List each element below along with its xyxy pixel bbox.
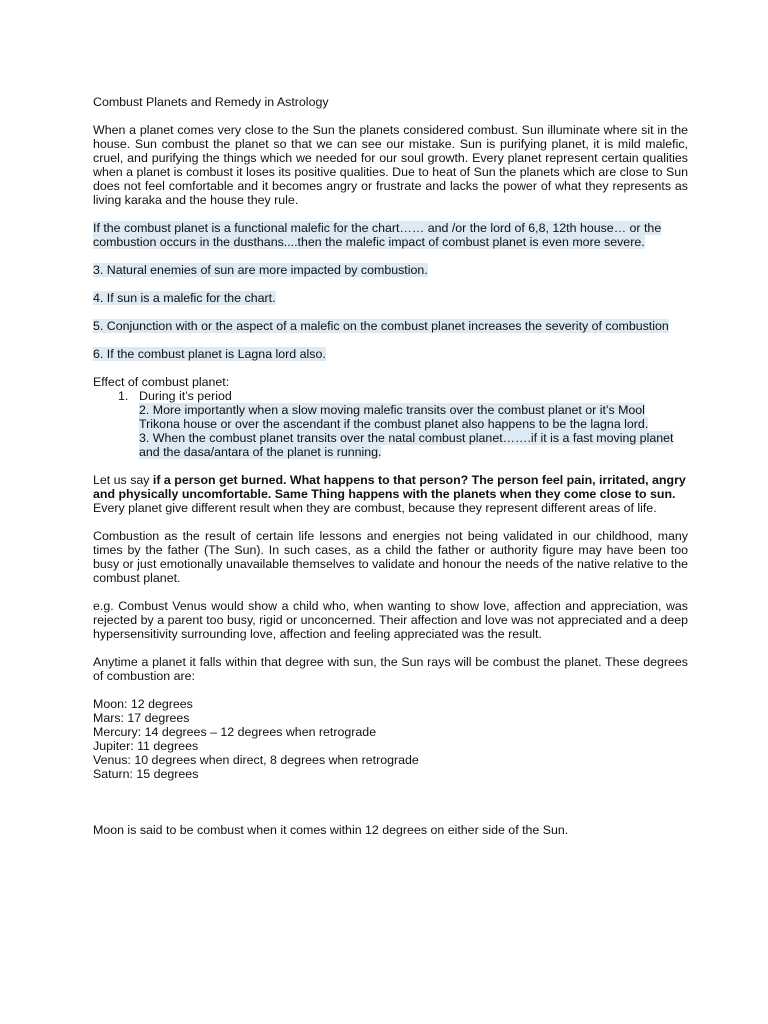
degree-line-saturn: Saturn: 15 degrees bbox=[93, 767, 199, 781]
moon-note-paragraph: Moon is said to be combust when it comes within 12 degrees on either side of the Sun. bbox=[93, 823, 569, 837]
sun-malefic-paragraph bbox=[93, 291, 688, 305]
list-item-continuation bbox=[118, 403, 688, 431]
burned-lead: Let us say bbox=[93, 473, 153, 487]
conjunction-paragraph bbox=[93, 319, 688, 333]
lagna-lord-paragraph bbox=[93, 347, 688, 361]
highlighted-text: 3. When the combust planet transits over the natal combust planet…….if it is a fast moving planet and the dasa/antara of the planet is running. bbox=[139, 431, 674, 459]
list-number: 1. bbox=[118, 389, 129, 403]
intro-paragraph: When a planet comes very close to the Sun the planets considered combust. Sun illuminate where sit in the house. Sun combust the planet so that we can see our mistake. Sun is purifying planet, it is mild malefic, cruel, and purifying the things which we needed for our soul growth. Every planet represent certain qualities when a planet is combust it loses its positive qualities. Due to heat of Sun the planets which are close to Sun does not feel comfortable and it becomes angry or frustrate and lacks the power of what they represents as living karaka and the house they rule. bbox=[93, 123, 688, 207]
list-item bbox=[118, 389, 688, 459]
list-item-text: During it’s period bbox=[139, 389, 232, 403]
highlighted-text: 3. Natural enemies of sun are more impacted by combustion. bbox=[93, 263, 428, 277]
degree-line-jupiter: Jupiter: 11 degrees bbox=[93, 739, 199, 753]
highlighted-text: 6. If the combust planet is Lagna lord also. bbox=[93, 347, 326, 361]
degree-line-mars: Mars: 17 degrees bbox=[93, 711, 190, 725]
natural-enemies-paragraph bbox=[93, 263, 688, 277]
highlighted-text: 2. More importantly when a slow moving malefic transits over the combust planet or it’s Mool Trikona house or over the ascendant if the combust planet also happens to be the lagna lord. bbox=[139, 403, 649, 431]
degrees-intro-paragraph: Anytime a planet it falls within that degree with sun, the Sun rays will be combust the planet. These degrees of combustion are: bbox=[93, 655, 688, 683]
document-title: Combust Planets and Remedy in Astrology bbox=[93, 95, 329, 109]
effects-list bbox=[93, 389, 688, 459]
list-item-continuation bbox=[118, 431, 688, 459]
effects-heading: Effect of combust planet: bbox=[93, 375, 230, 389]
degree-line-mercury: Mercury: 14 degrees – 12 degrees when retrograde bbox=[93, 725, 377, 739]
degrees-list bbox=[93, 697, 688, 781]
highlighted-text: If the combust planet is a functional malefic for the chart…… and /or the lord of 6,8, 12th house… or the combustion occurs in the dusthans....then the malefic impact of combust planet is even more severe. bbox=[93, 221, 662, 249]
degree-line-moon: Moon: 12 degrees bbox=[93, 697, 193, 711]
functional-malefic-paragraph bbox=[93, 221, 688, 249]
combustion-lessons-paragraph: Combustion as the result of certain life lessons and energies not being validated in our childhood, many times by the father (The Sun). In such cases, as a child the father or authority figure may have been too busy or just emotionally unavailable themselves to validate and honour the needs of the native relative to the combust planet. bbox=[93, 529, 688, 585]
degree-line-venus: Venus: 10 degrees when direct, 8 degrees when retrograde bbox=[93, 753, 419, 767]
burned-bold-text: if a person get burned. What happens to that person? The person feel pain, irritated, angry and physically uncomfortable. Same Thing happens with the planets when they come close to sun. bbox=[93, 473, 686, 501]
burned-paragraph bbox=[93, 473, 688, 515]
venus-example-paragraph: e.g. Combust Venus would show a child who, when wanting to show love, affection and appreciation, was rejected by a parent too busy, rigid or unconcerned. Their affection and love was not appreciated and a deep hypersensitivity surrounding love, affection and feeling appreciated was the result. bbox=[93, 599, 688, 641]
highlighted-text: 5. Conjunction with or the aspect of a malefic on the combust planet increases the severity of combustion bbox=[93, 319, 669, 333]
burned-rest: Every planet give different result when they are combust, because they represent different areas of life. bbox=[93, 501, 657, 515]
highlighted-text: 4. If sun is a malefic for the chart. bbox=[93, 291, 276, 305]
